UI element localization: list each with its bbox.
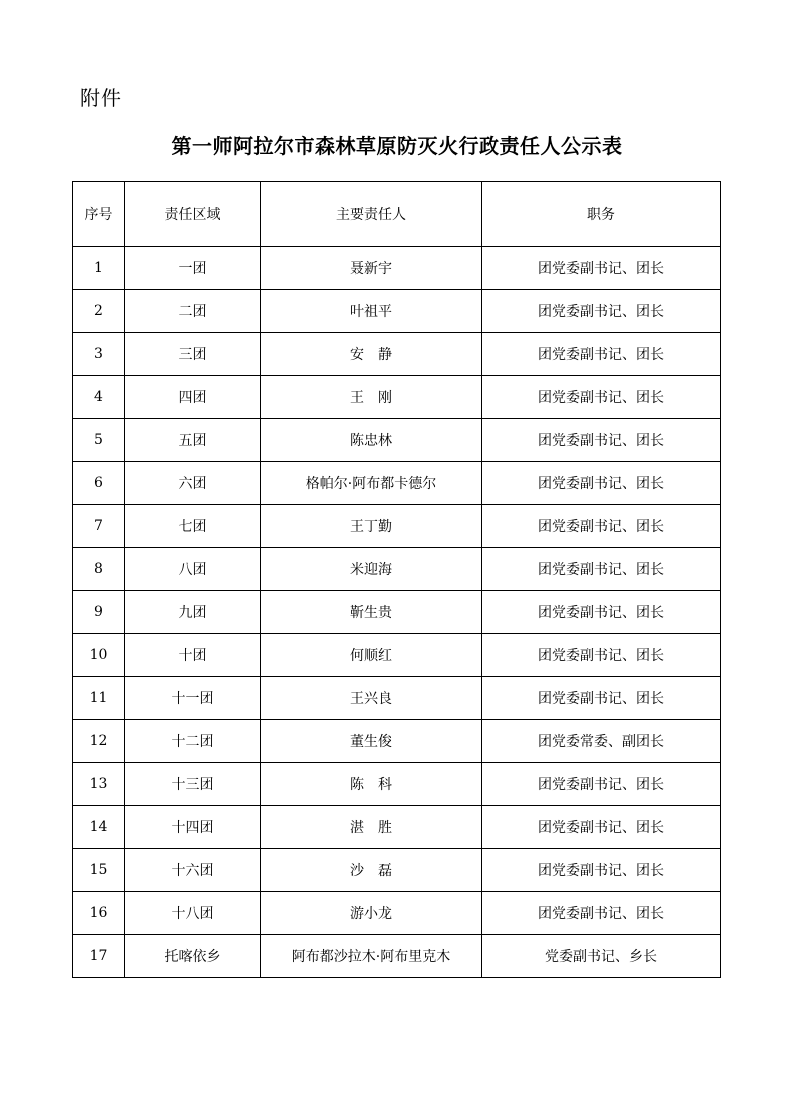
cell-position: 党委副书记、乡长 (482, 935, 721, 978)
cell-responsible-person: 安 静 (261, 333, 482, 376)
table-row (73, 333, 721, 376)
cell-serial-number: 7 (73, 505, 125, 548)
responsibility-table (72, 181, 721, 978)
cell-responsibility-area: 四团 (125, 376, 261, 419)
cell-serial-number: 16 (73, 892, 125, 935)
cell-responsibility-area: 九团 (125, 591, 261, 634)
cell-position: 团党委副书记、团长 (482, 462, 721, 505)
cell-responsibility-area: 六团 (125, 462, 261, 505)
header-serial-number: 序号 (73, 182, 125, 247)
table-row (73, 849, 721, 892)
table-row (73, 677, 721, 720)
cell-responsibility-area: 五团 (125, 419, 261, 462)
table-row (73, 892, 721, 935)
cell-serial-number: 2 (73, 290, 125, 333)
header-position: 职务 (482, 182, 721, 247)
cell-responsible-person: 沙 磊 (261, 849, 482, 892)
cell-position: 团党委副书记、团长 (482, 548, 721, 591)
table-row (73, 591, 721, 634)
cell-responsible-person: 聂新宇 (261, 247, 482, 290)
cell-responsibility-area: 十二团 (125, 720, 261, 763)
cell-serial-number: 15 (73, 849, 125, 892)
table-row (73, 720, 721, 763)
cell-position: 团党委副书记、团长 (482, 806, 721, 849)
cell-serial-number: 14 (73, 806, 125, 849)
table-row (73, 806, 721, 849)
table-row (73, 634, 721, 677)
cell-responsible-person: 王 刚 (261, 376, 482, 419)
cell-position: 团党委常委、副团长 (482, 720, 721, 763)
cell-serial-number: 10 (73, 634, 125, 677)
cell-serial-number: 4 (73, 376, 125, 419)
cell-responsible-person: 何顺红 (261, 634, 482, 677)
table-row (73, 548, 721, 591)
cell-responsibility-area: 三团 (125, 333, 261, 376)
table-row (73, 935, 721, 978)
cell-serial-number: 12 (73, 720, 125, 763)
header-responsible-person: 主要责任人 (261, 182, 482, 247)
table-row (73, 505, 721, 548)
cell-responsible-person: 王丁勤 (261, 505, 482, 548)
cell-responsibility-area: 七团 (125, 505, 261, 548)
cell-position: 团党委副书记、团长 (482, 849, 721, 892)
cell-position: 团党委副书记、团长 (482, 376, 721, 419)
cell-responsibility-area: 十四团 (125, 806, 261, 849)
cell-position: 团党委副书记、团长 (482, 892, 721, 935)
cell-responsibility-area: 十八团 (125, 892, 261, 935)
cell-responsible-person: 湛 胜 (261, 806, 482, 849)
table-body (73, 247, 721, 978)
table-header (73, 182, 721, 247)
table-row (73, 247, 721, 290)
cell-responsible-person: 董生俊 (261, 720, 482, 763)
cell-position: 团党委副书记、团长 (482, 333, 721, 376)
cell-responsible-person: 陈 科 (261, 763, 482, 806)
cell-serial-number: 1 (73, 247, 125, 290)
cell-position: 团党委副书记、团长 (482, 763, 721, 806)
cell-position: 团党委副书记、团长 (482, 591, 721, 634)
cell-responsible-person: 阿布都沙拉木·阿布里克木 (261, 935, 482, 978)
table-row (73, 419, 721, 462)
cell-serial-number: 11 (73, 677, 125, 720)
cell-position: 团党委副书记、团长 (482, 290, 721, 333)
cell-serial-number: 5 (73, 419, 125, 462)
cell-serial-number: 6 (73, 462, 125, 505)
cell-responsibility-area: 二团 (125, 290, 261, 333)
cell-responsibility-area: 八团 (125, 548, 261, 591)
attachment-label: 附件 (80, 86, 122, 110)
cell-responsibility-area: 十六团 (125, 849, 261, 892)
cell-responsible-person: 格帕尔·阿布都卡德尔 (261, 462, 482, 505)
cell-responsible-person: 游小龙 (261, 892, 482, 935)
cell-responsible-person: 靳生贵 (261, 591, 482, 634)
table-row (73, 376, 721, 419)
cell-position: 团党委副书记、团长 (482, 247, 721, 290)
cell-serial-number: 9 (73, 591, 125, 634)
header-responsibility-area: 责任区域 (125, 182, 261, 247)
table-row (73, 763, 721, 806)
cell-responsibility-area: 十三团 (125, 763, 261, 806)
cell-responsible-person: 王兴良 (261, 677, 482, 720)
table-row (73, 462, 721, 505)
cell-responsibility-area: 托喀依乡 (125, 935, 261, 978)
cell-responsible-person: 叶祖平 (261, 290, 482, 333)
cell-responsibility-area: 十团 (125, 634, 261, 677)
cell-position: 团党委副书记、团长 (482, 634, 721, 677)
cell-serial-number: 8 (73, 548, 125, 591)
cell-responsibility-area: 十一团 (125, 677, 261, 720)
table-row (73, 290, 721, 333)
cell-position: 团党委副书记、团长 (482, 419, 721, 462)
cell-responsible-person: 陈忠林 (261, 419, 482, 462)
cell-serial-number: 3 (73, 333, 125, 376)
header-row (73, 182, 721, 247)
cell-position: 团党委副书记、团长 (482, 677, 721, 720)
cell-serial-number: 17 (73, 935, 125, 978)
cell-responsible-person: 米迎海 (261, 548, 482, 591)
document-title: 第一师阿拉尔市森林草原防灭火行政责任人公示表 (171, 134, 623, 158)
cell-position: 团党委副书记、团长 (482, 505, 721, 548)
cell-responsibility-area: 一团 (125, 247, 261, 290)
cell-serial-number: 13 (73, 763, 125, 806)
